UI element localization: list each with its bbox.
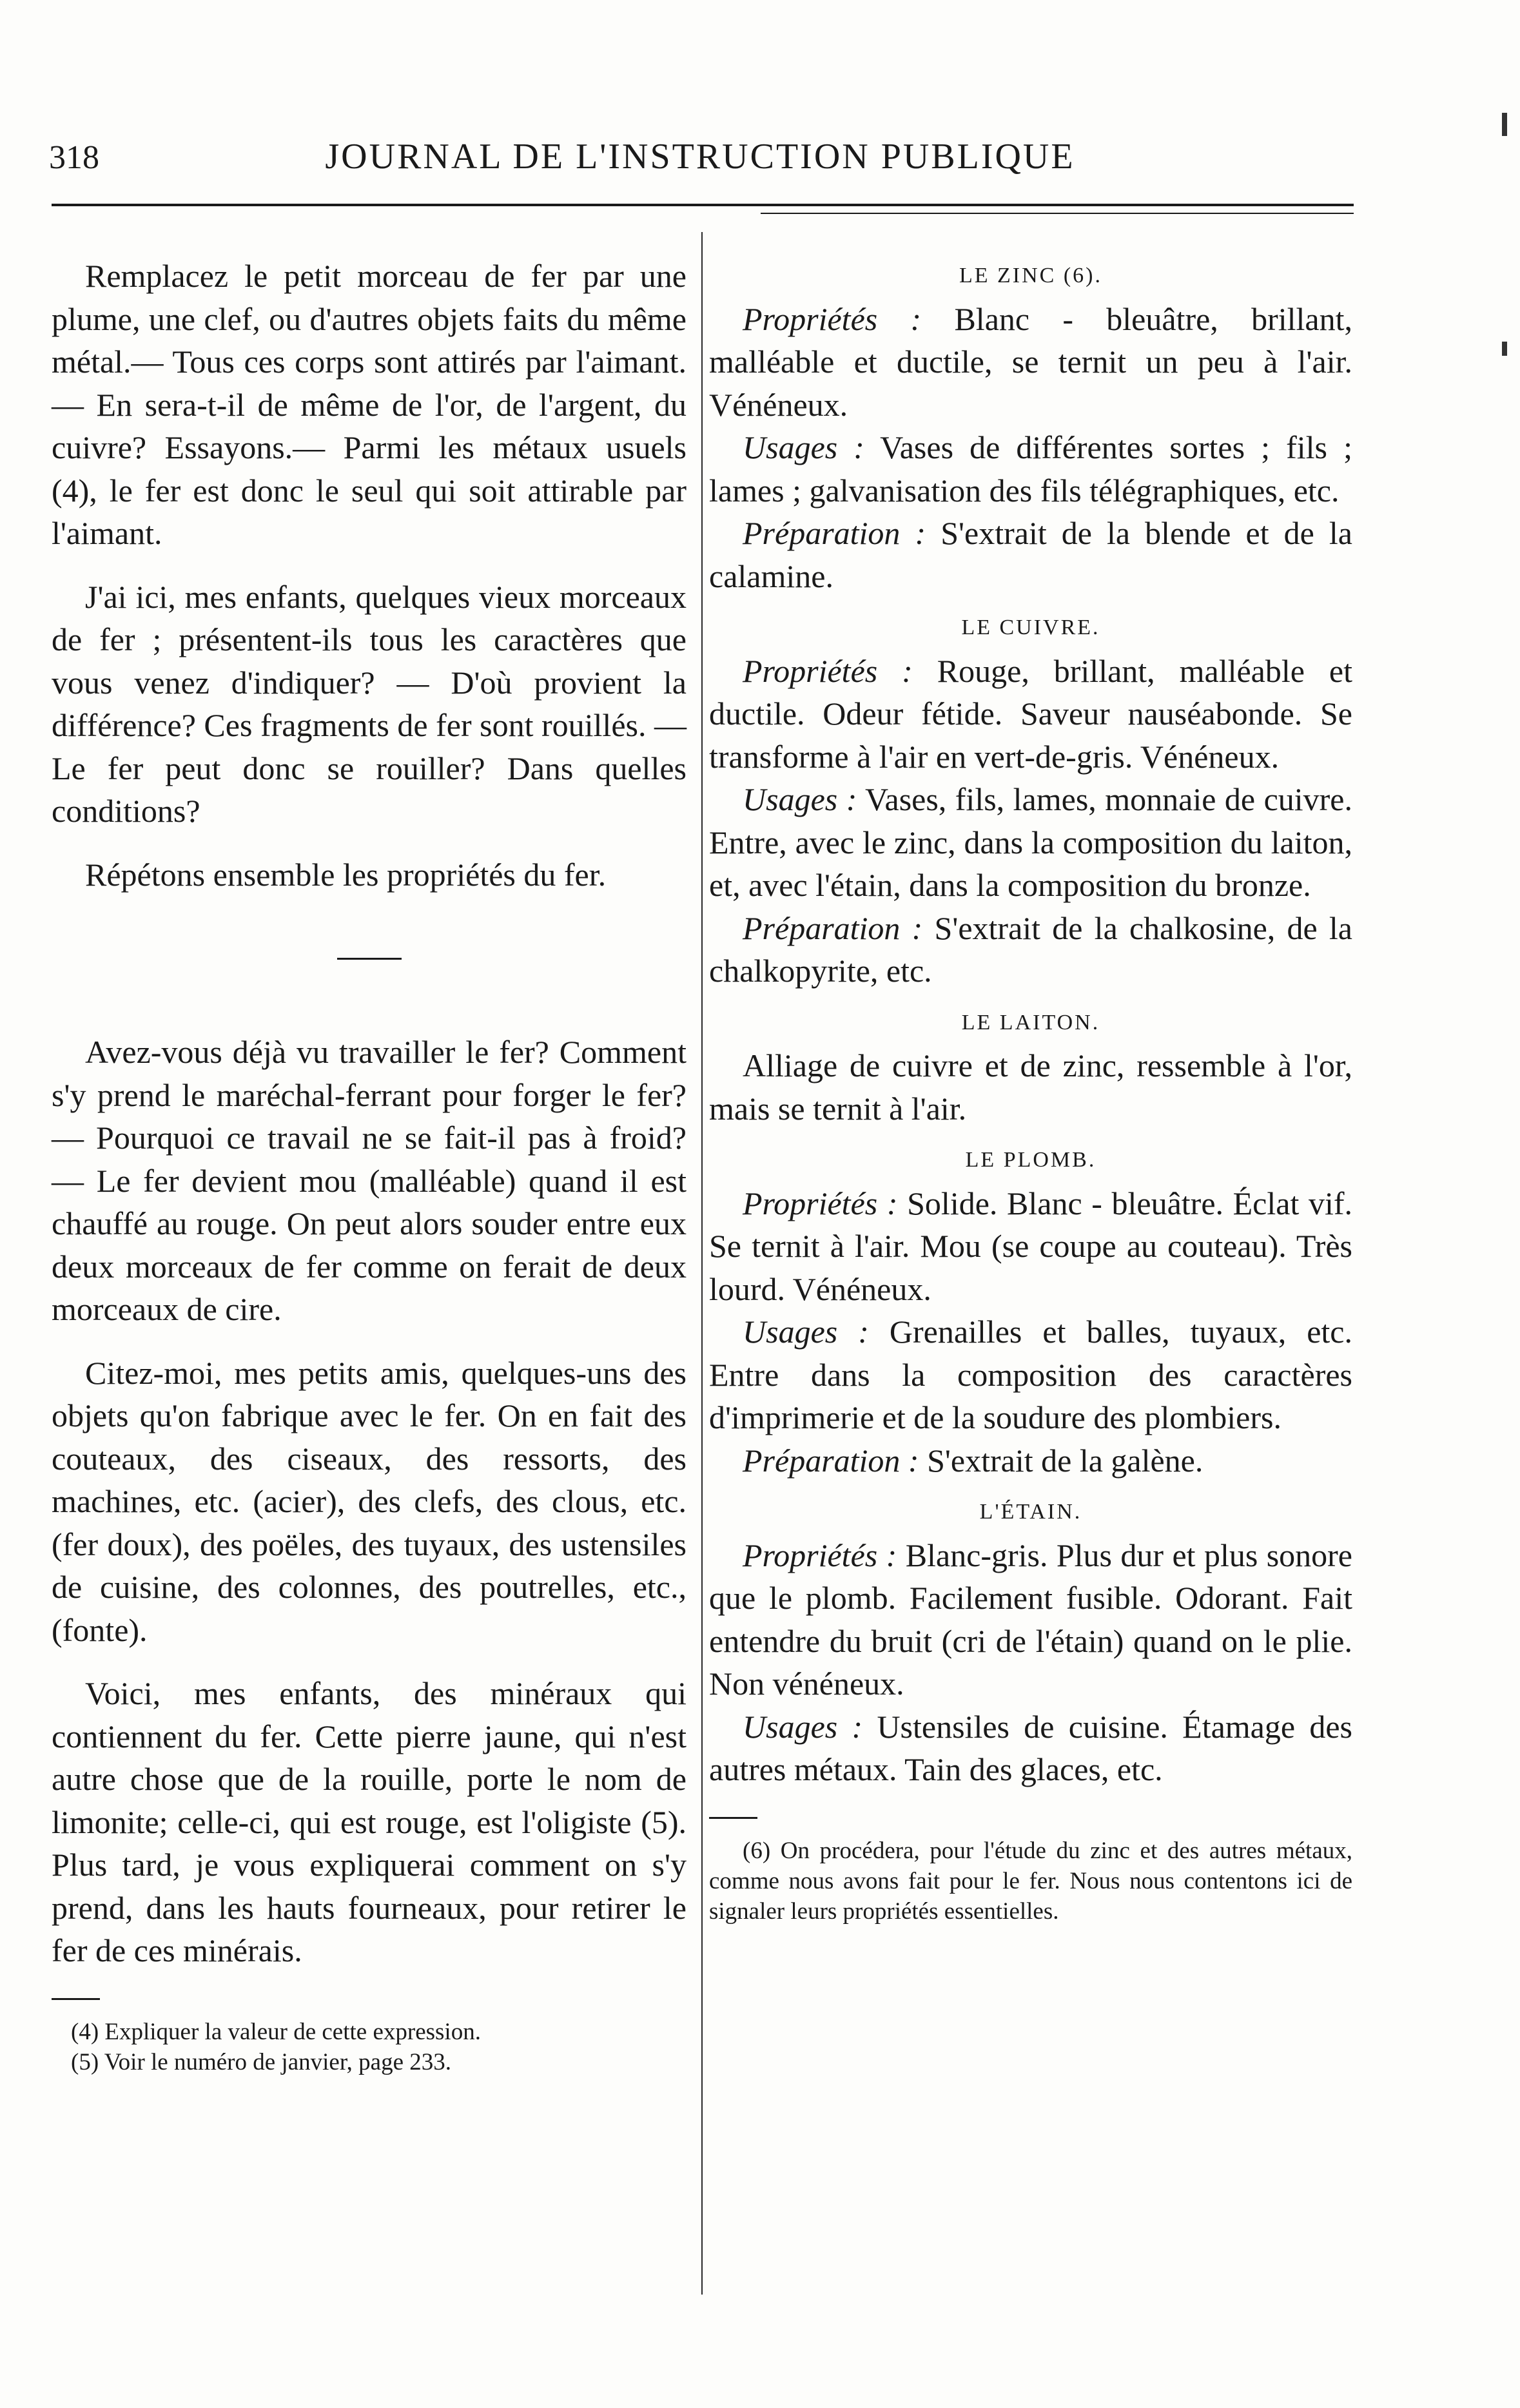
label: Usages : bbox=[743, 1314, 869, 1350]
paragraph: J'ai ici, mes enfants, quelques vieux morceaux de fer ; présentent-ils tous les caractères que vous venez d'indiquer? — D'où provient la différence? Ces fragments de fer sont rouillés. — Le fer peut donc se rouiller? Dans quelles conditions? bbox=[52, 578, 687, 829]
column-divider bbox=[701, 232, 703, 2295]
label: Propriétés : bbox=[743, 1537, 897, 1573]
label: Usages : bbox=[743, 429, 864, 465]
zinc-usages bbox=[709, 426, 1352, 512]
paragraph: Répétons ensemble les propriétés du fer. bbox=[85, 856, 607, 893]
cuivre-usages bbox=[709, 778, 1352, 907]
label: Préparation : bbox=[743, 515, 926, 551]
section-title-plomb: LE PLOMB. bbox=[965, 1148, 1096, 1172]
cuivre-preparation bbox=[709, 907, 1352, 993]
right-column bbox=[709, 255, 1352, 1927]
footnote-rule bbox=[709, 1817, 757, 1819]
page-header bbox=[49, 126, 1351, 184]
footnote-rule bbox=[52, 1998, 100, 2000]
running-title: JOURNAL DE L'INSTRUCTION PUBLIQUE bbox=[325, 137, 1075, 177]
paragraph: Voici, mes enfants, des minéraux qui contiennent du fer. Cette pierre jaune, qui n'est autre chose que de la rouille, porte le nom de limonite; celle-ci, qui est rouge, est l'oligiste (5). Plus tard, je vous expliquerai comment on s'y prend, dans les hauts fourneaux, pour retirer le fer de ces minérais. bbox=[52, 1675, 687, 1968]
header-rule bbox=[52, 204, 1354, 206]
section-separator bbox=[337, 958, 402, 960]
footnote-5: (5) Voir le numéro de janvier, page 233. bbox=[71, 2048, 452, 2075]
laiton-text: Alliage de cuivre et de zinc, ressemble à l'or, mais se ternit à l'air. bbox=[709, 1047, 1352, 1127]
text: S'extrait de la chalkosine, de la chalkopyrite, etc. bbox=[709, 909, 1353, 989]
cuivre-properties bbox=[709, 650, 1352, 779]
paragraph: Citez-moi, mes petits amis, quelques-uns des objets qu'on fabrique avec le fer. On en fait des couteaux, des ciseaux, des ressorts, des machines, etc. (acier), des clefs, des clous, etc. (fer doux), des poëles, des tuyaux, des ustensiles de cuisine, des colonnes, des poutrelles, etc., (fonte). bbox=[52, 1354, 687, 1648]
paragraph: Avez-vous déjà vu travailler le fer? Comment s'y prend le maréchal-ferrant pour forger le fer? — Pourquoi ce travail ne se fait-il pas à froid? — Le fer devient mou (malléable) quand il est chauffé au rouge. On peut alors souder entre eux deux morceaux de fer comme on ferait de deux morceaux de cire. bbox=[52, 1034, 687, 1327]
etain-usages bbox=[709, 1705, 1352, 1791]
label: Propriétés : bbox=[743, 300, 922, 337]
label: Usages : bbox=[743, 1708, 863, 1745]
label: Usages : bbox=[743, 781, 857, 817]
section-title-etain: L'ÉTAIN. bbox=[979, 1500, 1082, 1524]
zinc-preparation bbox=[709, 512, 1352, 597]
footnote-6: (6) On procédera, pour l'étude du zinc et des autres métaux, comme nous avons fait pour le fer. Nous nous contentons ici de signaler leurs propriétés essentielles. bbox=[709, 1837, 1352, 1925]
paragraph: Remplacez le petit morceau de fer par une plume, une clef, ou d'autres objets faits du même métal.— Tous ces corps sont attirés par l'aimant. — En sera-t-il de même de l'or, de l'argent, du cuivre? Essayons.— Parmi les métaux usuels (4), le fer est donc le seul qui soit attirable par l'aimant. bbox=[52, 258, 687, 551]
text: Solide. Blanc - bleuâtre. Éclat vif. Se ternit à l'air. Mou (se coupe au couteau). Très lourd. Vénéneux. bbox=[709, 1185, 1353, 1307]
header-rule-secondary bbox=[761, 213, 1354, 214]
label: Propriétés : bbox=[743, 652, 913, 689]
label: Propriétés : bbox=[743, 1185, 898, 1221]
plomb-preparation bbox=[709, 1439, 1352, 1482]
margin-mark bbox=[1502, 342, 1507, 356]
label: Préparation : bbox=[743, 909, 923, 946]
section-title-laiton: LE LAITON. bbox=[961, 1010, 1100, 1034]
text: Vases, fils, lames, monnaie de cuivre. Entre, avec le zinc, dans la composition du laiton, et, avec l'étain, dans la composition du bronze. bbox=[709, 781, 1352, 903]
text: S'extrait de la blende et de la calamine. bbox=[709, 515, 1352, 594]
text: Blanc - bleuâtre, brillant, malléable et ductile, se ternit un peu à l'air. Vénéneux. bbox=[709, 300, 1352, 423]
margin-mark bbox=[1502, 113, 1507, 136]
section-title-cuivre: LE CUIVRE. bbox=[961, 616, 1100, 639]
etain-properties bbox=[709, 1534, 1352, 1705]
page-number: 318 bbox=[49, 139, 99, 176]
footnote-4: (4) Expliquer la valeur de cette expression. bbox=[71, 2018, 481, 2045]
plomb-usages bbox=[709, 1310, 1352, 1439]
plomb-properties bbox=[709, 1182, 1352, 1311]
section-title-zinc: LE ZINC (6). bbox=[959, 264, 1102, 287]
label: Préparation : bbox=[743, 1442, 919, 1479]
text: Blanc-gris. Plus dur et plus sonore que le plomb. Facilement fusible. Odorant. Fait entendre du bruit (cri de l'étain) quand on le plie. Non vénéneux. bbox=[709, 1537, 1352, 1702]
text: S'extrait de la galène. bbox=[927, 1442, 1203, 1479]
zinc-properties bbox=[709, 298, 1352, 427]
left-column bbox=[52, 255, 687, 2077]
text: Vases de différentes sortes ; fils ; lames ; galvanisation des fils télégraphiques, etc. bbox=[709, 429, 1352, 509]
footnotes bbox=[52, 2017, 687, 2077]
text: Rouge, brillant, malléable et ductile. Odeur fétide. Saveur nauséabonde. Se transforme à l'air en vert-de-gris. Vénéneux. bbox=[709, 652, 1352, 775]
footnotes bbox=[709, 1836, 1352, 1927]
text: Grenailles et balles, tuyaux, etc. Entre dans la composition des caractères d'imprimerie et de la soudure des plombiers. bbox=[709, 1314, 1352, 1435]
text: Ustensiles de cuisine. Étamage des autres métaux. Tain des glaces, etc. bbox=[709, 1708, 1353, 1787]
